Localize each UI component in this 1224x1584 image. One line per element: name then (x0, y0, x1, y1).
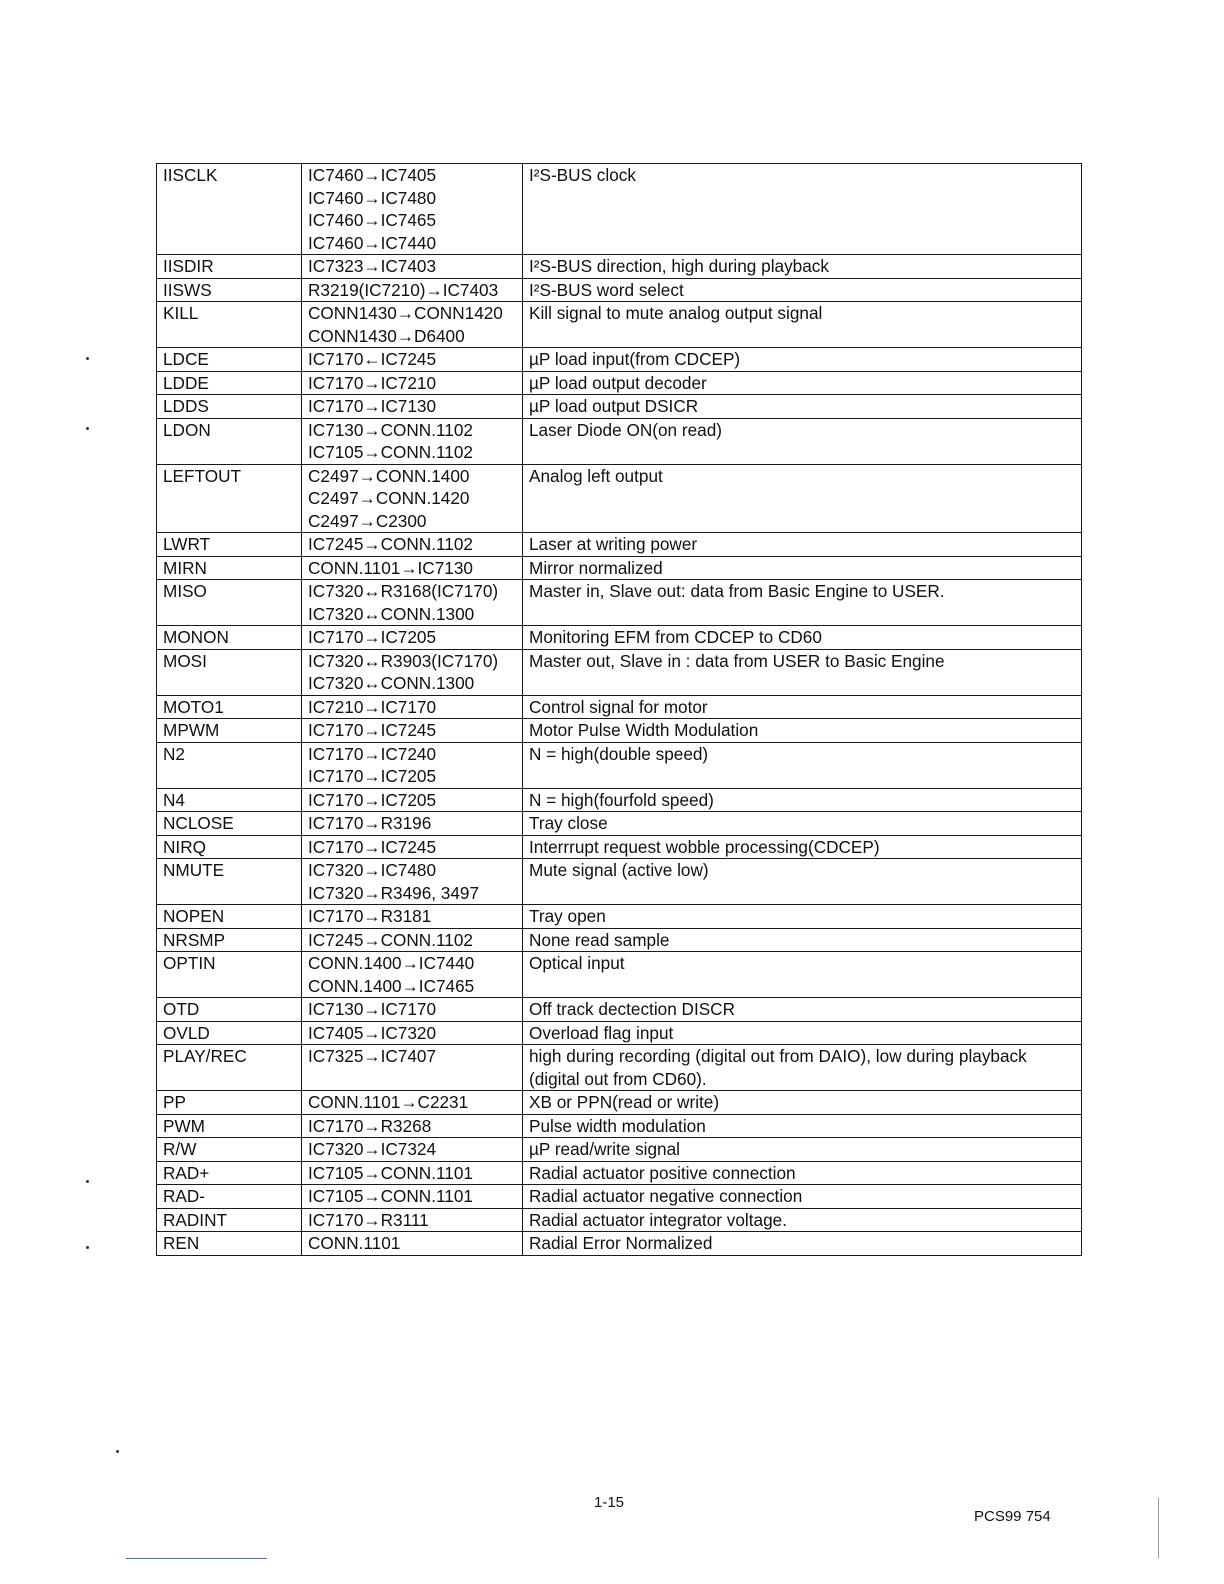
signal-name-cell (157, 905, 302, 929)
signal-path-cell (302, 788, 523, 812)
signal-description: Tray close (529, 813, 608, 833)
signal-description-cell (523, 371, 1082, 395)
table-row (157, 812, 1082, 836)
signal-name: PLAY/REC (163, 1046, 247, 1066)
signal-name: N2 (163, 743, 185, 764)
signal-name: MOSI (163, 650, 207, 671)
signal-description: µP load input(from CDCEP) (529, 349, 741, 369)
table-row (157, 742, 1082, 788)
signal-path: IC7170→IC7205 (308, 789, 437, 810)
signal-path: IC7105→CONN.1102 (308, 442, 473, 462)
signal-path-cell (302, 580, 523, 626)
signal-description: I²S-BUS word select (529, 279, 684, 300)
signal-name: N4 (163, 789, 185, 810)
signal-description-cell (523, 835, 1082, 859)
table-row (157, 302, 1082, 348)
signal-path: IC7210→IC7170 (308, 696, 437, 717)
signal-name: IISWS (163, 279, 212, 300)
signal-path: IC7460→IC7405 (308, 165, 437, 185)
signal-name-cell (157, 952, 302, 998)
signal-name-cell (157, 1045, 302, 1091)
signal-name-cell (157, 812, 302, 836)
signal-name-cell (157, 302, 302, 348)
signal-name: LDDE (163, 372, 209, 393)
signal-path: CONN.1400→IC7440 (308, 953, 475, 973)
signal-description: Pulse width modulation (529, 1115, 706, 1136)
signal-name-cell (157, 742, 302, 788)
signal-name-cell (157, 418, 302, 464)
signal-name-cell (157, 371, 302, 395)
signal-name: OVLD (163, 1022, 210, 1043)
signal-description: N = high(double speed) (529, 743, 709, 764)
table-row (157, 278, 1082, 302)
signal-path-cell (302, 859, 523, 905)
signal-name-cell (157, 695, 302, 719)
table-row (157, 395, 1082, 419)
table-row (157, 1232, 1082, 1256)
signal-description-cell (523, 1232, 1082, 1256)
signal-name-cell (157, 533, 302, 557)
signal-name: NOPEN (163, 906, 225, 926)
signal-path: IC7170→IC7210 (308, 372, 437, 393)
signal-description-cell (523, 255, 1082, 279)
signal-path: C2497→CONN.1400 (308, 465, 470, 486)
signal-path: IC7320→IC7324 (308, 1139, 437, 1159)
signal-path-cell (302, 649, 523, 695)
signal-description: Radial actuator negative connection (529, 1186, 803, 1206)
signal-path: IC7320↔R3903(IC7170) (308, 650, 499, 671)
signal-path: IC7170→R3268 (308, 1115, 432, 1136)
signal-name: IISCLK (163, 165, 218, 185)
signal-path: CONN.1400→IC7465 (308, 975, 475, 996)
scan-speck (86, 357, 89, 360)
signal-path: IC7320↔CONN.1300 (308, 673, 475, 693)
signal-description-cell (523, 1185, 1082, 1209)
signal-description: Interrrupt request wobble processing(CDCEP) (529, 836, 880, 857)
signal-path-cell (302, 1232, 523, 1256)
table-row (157, 859, 1082, 905)
signal-description-cell (523, 418, 1082, 464)
signal-path: C2497→CONN.1420 (308, 488, 470, 508)
signal-path-cell (302, 1091, 523, 1115)
signal-description-cell (523, 302, 1082, 348)
signal-path: IC7170→IC7245 (308, 720, 437, 740)
signal-path-cell (302, 1208, 523, 1232)
signal-path: IC7105→CONN.1101 (308, 1162, 473, 1183)
signal-path: CONN1430→D6400 (308, 325, 465, 346)
table-row (157, 649, 1082, 695)
signal-name-cell (157, 859, 302, 905)
scan-speck (86, 427, 89, 430)
signal-name: RAD- (163, 1186, 206, 1206)
signal-name-cell (157, 1021, 302, 1045)
signal-path-cell (302, 928, 523, 952)
table-row (157, 998, 1082, 1022)
signal-name: PWM (163, 1115, 206, 1136)
signal-path-cell (302, 164, 523, 255)
signal-path-cell (302, 1138, 523, 1162)
table-row (157, 371, 1082, 395)
signal-path-cell (302, 695, 523, 719)
signal-path: IC7320↔R3168(IC7170) (308, 581, 499, 601)
signal-description-cell (523, 695, 1082, 719)
signal-path-cell (302, 626, 523, 650)
signal-path-cell (302, 464, 523, 533)
signal-name: OTD (163, 999, 200, 1019)
signal-description: Kill signal to mute analog output signal (529, 303, 823, 323)
signal-path-cell (302, 418, 523, 464)
signal-path-cell (302, 533, 523, 557)
signal-description-cell (523, 812, 1082, 836)
signal-path: R3219(IC7210)→IC7403 (308, 279, 499, 300)
signal-description: Optical input (529, 953, 625, 973)
signal-path-cell (302, 1045, 523, 1091)
scan-edge-mark (1158, 1498, 1159, 1558)
signal-name: MPWM (163, 720, 220, 740)
signal-name-cell (157, 649, 302, 695)
signal-description: Radial actuator integrator voltage. (529, 1209, 787, 1230)
signal-path: IC7245→CONN.1102 (308, 534, 473, 554)
signal-path: CONN.1101 (308, 1233, 401, 1253)
signal-description: Laser Diode ON(on read) (529, 419, 722, 440)
signal-name: MIRN (163, 557, 207, 578)
signal-description-cell (523, 278, 1082, 302)
signal-path-cell (302, 302, 523, 348)
signal-description: Analog left output (529, 465, 663, 486)
signal-path-cell (302, 278, 523, 302)
signal-name-cell (157, 348, 302, 372)
signal-name-cell (157, 719, 302, 743)
table-row (157, 626, 1082, 650)
signal-name: NRSMP (163, 929, 226, 950)
table-row (157, 719, 1082, 743)
signal-path-cell (302, 1114, 523, 1138)
signal-description-cell (523, 1138, 1082, 1162)
signal-description: I²S-BUS direction, high during playback (529, 256, 829, 276)
signal-description: Mute signal (active low) (529, 860, 709, 880)
signal-description-cell (523, 998, 1082, 1022)
signal-name: MONON (163, 627, 229, 647)
signal-name: NCLOSE (163, 813, 234, 833)
signal-name-cell (157, 278, 302, 302)
signal-name-cell (157, 255, 302, 279)
table-row (157, 1114, 1082, 1138)
scan-speck (116, 1450, 119, 1453)
signal-name: LDCE (163, 349, 209, 369)
signal-description: Mirror normalized (529, 557, 663, 578)
signal-name-cell (157, 164, 302, 255)
table-row (157, 1161, 1082, 1185)
signal-path: IC7405→IC7320 (308, 1022, 437, 1043)
signal-path: IC7170→IC7205 (308, 766, 437, 786)
signal-name-cell (157, 1232, 302, 1256)
signal-description-cell (523, 788, 1082, 812)
signal-description-cell (523, 952, 1082, 998)
signal-description-cell (523, 164, 1082, 255)
signal-description-cell (523, 556, 1082, 580)
table-row (157, 695, 1082, 719)
signal-description: Radial actuator positive connection (529, 1162, 796, 1183)
signal-path: IC7460→IC7480 (308, 187, 437, 208)
table-row (157, 1208, 1082, 1232)
signal-path-cell (302, 395, 523, 419)
signal-description: Overload flag input (529, 1022, 674, 1043)
signal-name-cell (157, 1091, 302, 1115)
signal-description: Monitoring EFM from CDCEP to CD60 (529, 627, 822, 647)
signal-name-cell (157, 928, 302, 952)
signal-name-cell (157, 835, 302, 859)
signal-description-cell (523, 1114, 1082, 1138)
signal-description: I²S-BUS clock (529, 165, 636, 185)
signal-description: high during recording (digital out from DAIO), low during playback (digital out from CD60). (529, 1046, 1027, 1089)
table-row (157, 1138, 1082, 1162)
signal-name: KILL (163, 303, 199, 323)
signal-path: CONN.1101→IC7130 (308, 557, 473, 578)
signal-path: IC7170→IC7245 (308, 836, 437, 857)
table-row (157, 255, 1082, 279)
signal-path: IC7170→R3181 (308, 906, 432, 926)
signal-path: C2497→C2300 (308, 510, 427, 531)
table-row (157, 464, 1082, 533)
signal-path: IC7170→IC7240 (308, 743, 437, 764)
signal-description-cell (523, 649, 1082, 695)
signal-path-cell (302, 952, 523, 998)
signal-description: Master out, Slave in : data from USER to Basic Engine (529, 650, 945, 671)
signal-description-cell (523, 719, 1082, 743)
signal-path: IC7325→IC7407 (308, 1046, 437, 1066)
signal-path: IC7245→CONN.1102 (308, 929, 473, 950)
signal-description: Laser at writing power (529, 534, 698, 554)
signal-path-cell (302, 835, 523, 859)
signal-description: None read sample (529, 929, 670, 950)
scan-speck (86, 1180, 89, 1183)
signal-path: CONN1430→CONN1420 (308, 303, 503, 323)
signal-name-cell (157, 580, 302, 626)
signal-path: IC7320→IC7480 (308, 860, 437, 880)
table-row (157, 556, 1082, 580)
signal-path: IC7320↔CONN.1300 (308, 603, 475, 624)
signal-description-cell (523, 1021, 1082, 1045)
signal-description-cell (523, 1045, 1082, 1091)
document-code: PCS99 754 (974, 1508, 1051, 1525)
signal-description-cell (523, 928, 1082, 952)
footer-rule (126, 1558, 267, 1559)
table-row (157, 905, 1082, 929)
table-row (157, 418, 1082, 464)
signal-name: LEFTOUT (163, 465, 241, 486)
signal-path: IC7170→R3196 (308, 813, 432, 833)
signal-description-cell (523, 348, 1082, 372)
signal-name: OPTIN (163, 953, 216, 973)
signal-name-cell (157, 1161, 302, 1185)
signal-table-body (157, 164, 1082, 1256)
scan-speck (86, 1246, 89, 1249)
signal-path-cell (302, 255, 523, 279)
signal-name: R/W (163, 1139, 197, 1159)
table-row (157, 1045, 1082, 1091)
signal-description: Tray open (529, 906, 606, 926)
signal-description-cell (523, 626, 1082, 650)
signal-name: MOTO1 (163, 696, 224, 717)
signal-path: IC7320→R3496, 3497 (308, 882, 480, 903)
signal-name-cell (157, 395, 302, 419)
signal-name: RADINT (163, 1209, 227, 1230)
signal-description: Master in, Slave out: data from Basic Engine to USER. (529, 581, 945, 601)
signal-path: IC7130→CONN.1102 (308, 419, 473, 440)
signal-description: Motor Pulse Width Modulation (529, 720, 759, 740)
signal-name: PP (163, 1092, 186, 1112)
signal-path: CONN.1101→C2231 (308, 1092, 469, 1112)
signal-description-cell (523, 533, 1082, 557)
table-row (157, 952, 1082, 998)
table-row (157, 835, 1082, 859)
signal-path-cell (302, 719, 523, 743)
page-number: 1-15 (594, 1494, 625, 1511)
signal-description: µP read/write signal (529, 1139, 680, 1159)
table-row (157, 348, 1082, 372)
signal-description-cell (523, 1161, 1082, 1185)
table-row (157, 788, 1082, 812)
signal-name-cell (157, 464, 302, 533)
signal-description: N = high(fourfold speed) (529, 789, 714, 810)
signal-description-cell (523, 395, 1082, 419)
signal-name-cell (157, 626, 302, 650)
signal-description-cell (523, 464, 1082, 533)
signal-name-cell (157, 1114, 302, 1138)
signal-name-cell (157, 556, 302, 580)
signal-path: IC7170→IC7130 (308, 396, 437, 416)
signal-name: IISDIR (163, 256, 214, 276)
table-row (157, 1185, 1082, 1209)
signal-path-cell (302, 1161, 523, 1185)
signal-path-cell (302, 742, 523, 788)
signal-description: Radial Error Normalized (529, 1233, 713, 1253)
table-row (157, 1091, 1082, 1115)
signal-name: LDDS (163, 396, 209, 416)
signal-description-cell (523, 742, 1082, 788)
signal-path-cell (302, 371, 523, 395)
signal-path-cell (302, 556, 523, 580)
signal-description-cell (523, 1091, 1082, 1115)
signal-name: NIRQ (163, 836, 206, 857)
signal-name-cell (157, 1185, 302, 1209)
signal-path-cell (302, 1185, 523, 1209)
signal-description-cell (523, 1208, 1082, 1232)
signal-description: XB or PPN(read or write) (529, 1092, 720, 1112)
signal-path: IC7170←IC7245 (308, 349, 437, 369)
signal-path-cell (302, 812, 523, 836)
table-row (157, 580, 1082, 626)
signal-name-cell (157, 788, 302, 812)
signal-description-cell (523, 905, 1082, 929)
signal-description-cell (523, 859, 1082, 905)
signal-name: RAD+ (163, 1162, 210, 1183)
signal-path: IC7460→IC7465 (308, 210, 437, 230)
signal-path: IC7130→IC7170 (308, 999, 437, 1019)
signal-description: µP load output DSICR (529, 396, 699, 416)
signal-table (156, 163, 1082, 1256)
signal-description: Control signal for motor (529, 696, 708, 717)
signal-name: LDON (163, 419, 211, 440)
signal-name: NMUTE (163, 860, 225, 880)
signal-name-cell (157, 1138, 302, 1162)
signal-description-cell (523, 580, 1082, 626)
signal-path: IC7323→IC7403 (308, 256, 437, 276)
table-row (157, 164, 1082, 255)
signal-path-cell (302, 1021, 523, 1045)
table-row (157, 928, 1082, 952)
signal-name: REN (163, 1233, 200, 1253)
signal-path: IC7460→IC7440 (308, 232, 437, 253)
signal-name: MISO (163, 581, 207, 601)
signal-name-cell (157, 1208, 302, 1232)
table-row (157, 1021, 1082, 1045)
signal-path-cell (302, 905, 523, 929)
table-row (157, 533, 1082, 557)
signal-path: IC7170→R3111 (308, 1209, 429, 1230)
signal-description: Off track dectection DISCR (529, 999, 736, 1019)
signal-name-cell (157, 998, 302, 1022)
signal-path: IC7105→CONN.1101 (308, 1186, 473, 1206)
signal-path: IC7170→IC7205 (308, 627, 437, 647)
signal-name: LWRT (163, 534, 211, 554)
signal-path-cell (302, 998, 523, 1022)
signal-path-cell (302, 348, 523, 372)
signal-description: µP load output decoder (529, 372, 707, 393)
